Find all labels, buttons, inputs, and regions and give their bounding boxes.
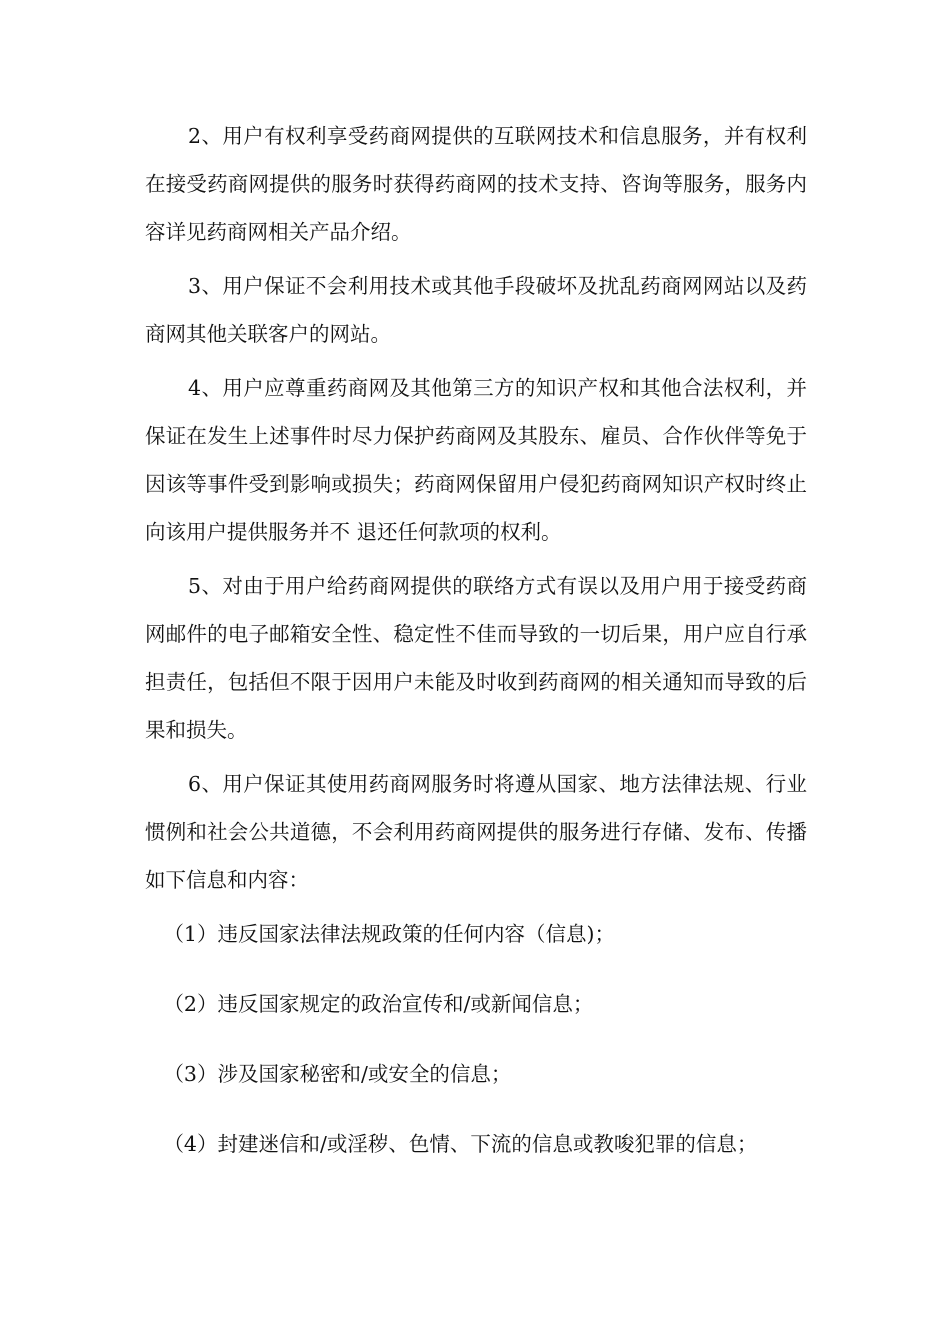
paragraph-clause-6: 6、用户保证其使用药商网服务时将遵从国家、地方法律法规、行业惯例和社会公共道德，不会利用药商网提供的服务进行存储、发布、传播如下信息和内容： [145, 772, 807, 892]
list-item-1: （1）违反国家法律法规政策的任何内容（信息)； [163, 922, 615, 946]
list-item-4: （4）封建迷信和/或淫秽、色情、下流的信息或教唆犯罪的信息； [163, 1132, 758, 1156]
paragraph-clause-2: 2、用户有权利享受药商网提供的互联网技术和信息服务，并有权利在接受药商网提供的服务时获得药商网的技术支持、咨询等服务，服务内容详见药商网相关产品介绍。 [145, 124, 807, 244]
document-body [145, 112, 807, 1168]
paragraph-clause-4: 4、用户应尊重药商网及其他第三方的知识产权和其他合法权利，并保证在发生上述事件时尽力保护药商网及其股东、雇员、合作伙伴等免于因该等事件受到影响或损失；药商网保留用户侵犯药商网知识产权时终止向该用户提供服务并不 退还任何款项的权利。 [145, 376, 807, 544]
paragraph-clause-5: 5、对由于用户给药商网提供的联络方式有误以及用户用于接受药商网邮件的电子邮箱安全性、稳定性不佳而导致的一切后果，用户应自行承担责任，包括但不限于因用户未能及时收到药商网的相关通知而导致的后果和损失。 [145, 574, 807, 742]
list-item-3: （3）涉及国家秘密和/或安全的信息； [163, 1062, 512, 1086]
list-item-2: （2）违反国家规定的政治宣传和/或新闻信息； [163, 992, 594, 1016]
paragraph-clause-3: 3、用户保证不会利用技术或其他手段破坏及扰乱药商网网站以及药商网其他关联客户的网站。 [145, 274, 807, 346]
